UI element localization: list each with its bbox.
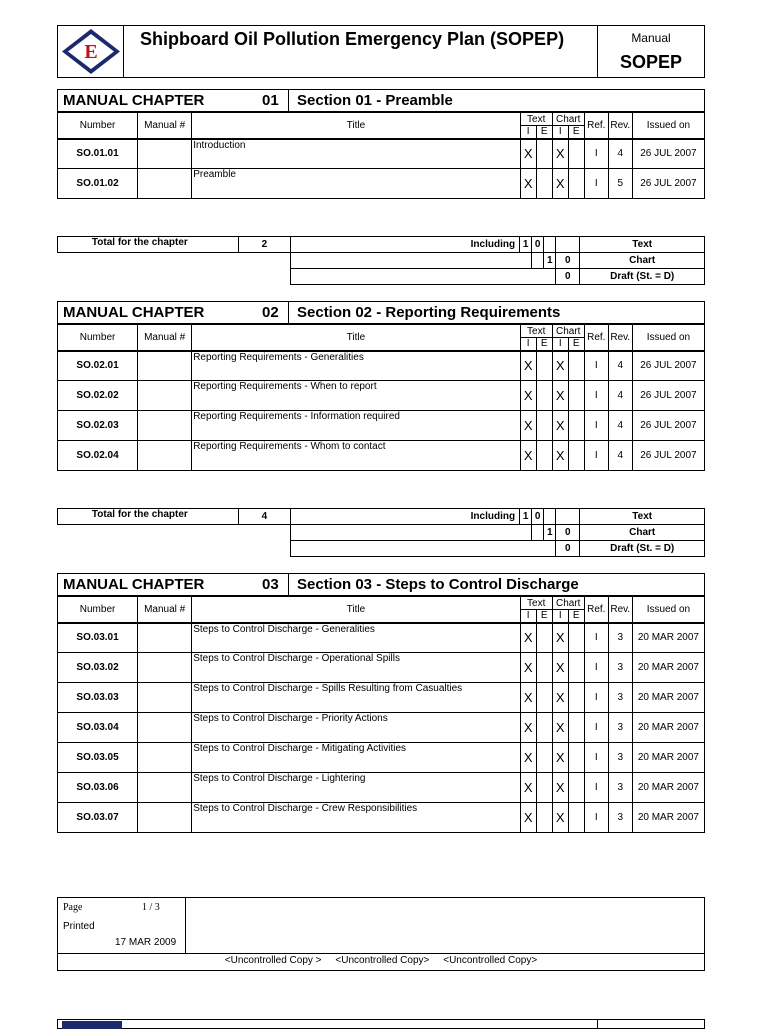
col-number-header: Number: [58, 325, 138, 351]
total-spacer: [556, 509, 580, 525]
row-ref: I: [584, 411, 608, 441]
table-row: [58, 713, 705, 743]
row-text-e: [536, 623, 552, 653]
col-chart-header: Chart: [552, 325, 584, 338]
col-chart-header: Chart: [552, 113, 584, 126]
row-chart-e: [568, 351, 584, 381]
row-text-e: [536, 351, 552, 381]
chapter-label: MANUAL CHAPTER: [63, 304, 205, 321]
chapter-table: [57, 324, 705, 471]
row-ref: I: [584, 441, 608, 471]
row-number: SO.03.02: [58, 653, 138, 683]
page-label: Page: [63, 902, 83, 913]
row-title: Steps to Control Discharge - Spills Resulting from Casualties: [192, 683, 520, 713]
col-chart-i-header: I: [552, 338, 568, 351]
table-row: [58, 381, 705, 411]
row-text-e: [536, 441, 552, 471]
document-header: [57, 25, 705, 78]
totals-blank: [58, 253, 291, 285]
chapter-separator: [288, 302, 289, 323]
next-page-header-edge: [57, 1019, 705, 1029]
col-issued-header: Issued on: [632, 597, 704, 623]
table-row: [58, 169, 705, 199]
col-text-i-header: I: [520, 610, 536, 623]
row-issued: 20 MAR 2007: [632, 803, 704, 833]
chapter-number: 02: [262, 304, 279, 321]
row-text-e: [536, 683, 552, 713]
col-issued-header: Issued on: [632, 325, 704, 351]
row-title: Steps to Control Discharge - Mitigating Activities: [192, 743, 520, 773]
row-title: Steps to Control Discharge - Generalities: [192, 623, 520, 653]
row-text-i: X: [520, 381, 536, 411]
total-count: 4: [238, 509, 290, 525]
chapter-table: [57, 112, 705, 199]
col-manual-header: Manual #: [138, 325, 192, 351]
row-manual: [138, 683, 192, 713]
row-manual: [138, 411, 192, 441]
row-issued: 26 JUL 2007: [632, 381, 704, 411]
row-ref: I: [584, 653, 608, 683]
section-title: Section 03 - Steps to Control Discharge: [297, 576, 579, 593]
row-text-i: X: [520, 743, 536, 773]
col-text-e-header: E: [536, 126, 552, 139]
row-number: SO.01.01: [58, 139, 138, 169]
row-chart-i: X: [552, 683, 568, 713]
row-number: SO.02.02: [58, 381, 138, 411]
col-number-header: Number: [58, 113, 138, 139]
row-ref: I: [584, 683, 608, 713]
table-row: [58, 411, 705, 441]
table-row: [58, 653, 705, 683]
page-number: 1 / 3: [142, 902, 160, 913]
section-title: Section 01 - Preamble: [297, 92, 453, 109]
total-label: Total for the chapter: [58, 509, 239, 525]
col-manual-header: Manual #: [138, 597, 192, 623]
row-text-i: X: [520, 441, 536, 471]
row-chart-e: [568, 169, 584, 199]
row-issued: 20 MAR 2007: [632, 683, 704, 713]
row-text-i: X: [520, 139, 536, 169]
logo-letter: E: [84, 41, 98, 63]
col-number-header: Number: [58, 597, 138, 623]
total-chart-i: 1: [544, 525, 556, 541]
row-manual: [138, 743, 192, 773]
row-chart-e: [568, 441, 584, 471]
chapter-separator: [288, 90, 289, 111]
col-text-e-header: E: [536, 338, 552, 351]
page-footer: [57, 897, 705, 971]
total-text-e: 0: [532, 509, 544, 525]
row-manual: [138, 441, 192, 471]
printed-label: Printed: [63, 921, 95, 932]
row-ref: I: [584, 381, 608, 411]
row-number: SO.02.03: [58, 411, 138, 441]
row-issued: 20 MAR 2007: [632, 623, 704, 653]
total-draft: 0: [556, 541, 580, 557]
row-text-i: X: [520, 411, 536, 441]
row-chart-i: X: [552, 803, 568, 833]
row-chart-i: X: [552, 743, 568, 773]
totals-blank: [532, 525, 544, 541]
row-issued: 26 JUL 2007: [632, 351, 704, 381]
total-draft-label: Draft (St. = D): [580, 269, 705, 285]
row-chart-e: [568, 653, 584, 683]
uncontrolled-copy-notice: <Uncontrolled Copy > <Uncontrolled Copy> <Uncontrolled Copy>: [224, 955, 538, 966]
row-text-e: [536, 381, 552, 411]
total-chart-i: 1: [544, 253, 556, 269]
row-ref: I: [584, 139, 608, 169]
row-manual: [138, 713, 192, 743]
col-text-i-header: I: [520, 338, 536, 351]
section-title: Section 02 - Reporting Requirements: [297, 304, 561, 321]
row-text-e: [536, 139, 552, 169]
col-text-e-header: E: [536, 610, 552, 623]
total-spacer: [544, 509, 556, 525]
row-issued: 26 JUL 2007: [632, 139, 704, 169]
col-manual-header: Manual #: [138, 113, 192, 139]
manual-label: Manual: [631, 31, 671, 45]
total-spacer: [556, 237, 580, 253]
chapter-label: MANUAL CHAPTER: [63, 92, 205, 109]
row-manual: [138, 653, 192, 683]
row-manual: [138, 803, 192, 833]
row-chart-i: X: [552, 653, 568, 683]
row-number: SO.01.02: [58, 169, 138, 199]
table-row: [58, 623, 705, 653]
row-chart-i: X: [552, 411, 568, 441]
row-rev: 3: [608, 713, 632, 743]
row-number: SO.02.01: [58, 351, 138, 381]
row-rev: 4: [608, 139, 632, 169]
row-number: SO.03.01: [58, 623, 138, 653]
row-ref: I: [584, 351, 608, 381]
col-chart-header: Chart: [552, 597, 584, 610]
next-page-logo-edge: [62, 1021, 122, 1029]
footer-divider: [58, 953, 704, 954]
chapter-table: [57, 596, 705, 833]
row-issued: 26 JUL 2007: [632, 441, 704, 471]
col-rev-header: Rev.: [608, 325, 632, 351]
row-manual: [138, 773, 192, 803]
col-chart-e-header: E: [568, 126, 584, 139]
row-chart-e: [568, 803, 584, 833]
col-ref-header: Ref.: [584, 113, 608, 139]
col-text-i-header: I: [520, 126, 536, 139]
row-text-i: X: [520, 623, 536, 653]
col-ref-header: Ref.: [584, 325, 608, 351]
chapter-header: [57, 573, 705, 596]
row-rev: 4: [608, 381, 632, 411]
row-title: Steps to Control Discharge - Lightering: [192, 773, 520, 803]
chapter-header: [57, 89, 705, 112]
row-ref: I: [584, 803, 608, 833]
col-title-header: Title: [192, 597, 520, 623]
col-chart-i-header: I: [552, 126, 568, 139]
row-issued: 20 MAR 2007: [632, 743, 704, 773]
row-number: SO.02.04: [58, 441, 138, 471]
row-chart-e: [568, 411, 584, 441]
row-ref: I: [584, 743, 608, 773]
row-rev: 3: [608, 803, 632, 833]
chapter-number: 01: [262, 92, 279, 109]
row-manual: [138, 169, 192, 199]
row-title: Reporting Requirements - When to report: [192, 381, 520, 411]
col-chart-e-header: E: [568, 338, 584, 351]
row-title: Reporting Requirements - Whom to contact: [192, 441, 520, 471]
row-manual: [138, 139, 192, 169]
row-text-i: X: [520, 683, 536, 713]
total-text-i: 1: [520, 237, 532, 253]
totals-blank: [291, 541, 556, 557]
col-issued-header: Issued on: [632, 113, 704, 139]
table-row: [58, 803, 705, 833]
row-issued: 20 MAR 2007: [632, 773, 704, 803]
total-text-label: Text: [580, 237, 705, 253]
table-row: [58, 743, 705, 773]
row-chart-e: [568, 773, 584, 803]
row-issued: 26 JUL 2007: [632, 411, 704, 441]
totals-blank: [291, 253, 532, 269]
row-chart-i: X: [552, 139, 568, 169]
including-label: Including: [291, 237, 520, 253]
row-text-e: [536, 169, 552, 199]
row-rev: 4: [608, 351, 632, 381]
manual-code-box: [597, 26, 705, 77]
row-title: Introduction: [192, 139, 520, 169]
totals-blank: [291, 525, 532, 541]
col-text-header: Text: [520, 113, 552, 126]
row-ref: I: [584, 713, 608, 743]
total-chart-label: Chart: [580, 525, 705, 541]
row-rev: 5: [608, 169, 632, 199]
table-row: [58, 683, 705, 713]
row-chart-i: X: [552, 441, 568, 471]
row-title: Reporting Requirements - Information required: [192, 411, 520, 441]
row-rev: 4: [608, 411, 632, 441]
row-chart-i: X: [552, 713, 568, 743]
total-draft-label: Draft (St. = D): [580, 541, 705, 557]
row-manual: [138, 623, 192, 653]
row-chart-i: X: [552, 381, 568, 411]
row-rev: 3: [608, 743, 632, 773]
row-number: SO.03.05: [58, 743, 138, 773]
totals-blank: [291, 269, 556, 285]
row-rev: 4: [608, 441, 632, 471]
table-row: [58, 773, 705, 803]
totals-blank: [58, 525, 291, 557]
manual-code: SOPEP: [619, 52, 683, 72]
col-text-header: Text: [520, 325, 552, 338]
row-chart-e: [568, 381, 584, 411]
total-chart-e: 0: [556, 525, 580, 541]
total-chart-e: 0: [556, 253, 580, 269]
table-row: [58, 441, 705, 471]
total-spacer: [544, 237, 556, 253]
row-text-i: X: [520, 169, 536, 199]
row-number: SO.03.06: [58, 773, 138, 803]
row-text-e: [536, 713, 552, 743]
row-text-e: [536, 773, 552, 803]
chapter-separator: [288, 574, 289, 595]
row-issued: 20 MAR 2007: [632, 653, 704, 683]
row-manual: [138, 381, 192, 411]
row-rev: 3: [608, 683, 632, 713]
row-title: Steps to Control Discharge - Crew Responsibilities: [192, 803, 520, 833]
row-text-i: X: [520, 713, 536, 743]
row-text-i: X: [520, 773, 536, 803]
row-number: SO.03.04: [58, 713, 138, 743]
row-chart-e: [568, 743, 584, 773]
row-text-e: [536, 653, 552, 683]
row-text-e: [536, 411, 552, 441]
col-title-header: Title: [192, 113, 520, 139]
row-issued: 20 MAR 2007: [632, 713, 704, 743]
row-title: Preamble: [192, 169, 520, 199]
totals-blank: [532, 253, 544, 269]
total-text-label: Text: [580, 509, 705, 525]
row-chart-i: X: [552, 773, 568, 803]
row-text-i: X: [520, 803, 536, 833]
row-ref: I: [584, 773, 608, 803]
row-text-i: X: [520, 351, 536, 381]
col-chart-e-header: E: [568, 610, 584, 623]
row-chart-e: [568, 713, 584, 743]
table-row: [58, 351, 705, 381]
col-text-header: Text: [520, 597, 552, 610]
col-ref-header: Ref.: [584, 597, 608, 623]
row-manual: [138, 351, 192, 381]
row-chart-i: X: [552, 169, 568, 199]
total-count: 2: [238, 237, 290, 253]
chapter-totals: [57, 508, 705, 557]
col-rev-header: Rev.: [608, 113, 632, 139]
row-chart-e: [568, 623, 584, 653]
col-rev-header: Rev.: [608, 597, 632, 623]
row-chart-i: X: [552, 351, 568, 381]
total-text-i: 1: [520, 509, 532, 525]
row-text-e: [536, 803, 552, 833]
total-label: Total for the chapter: [58, 237, 239, 253]
row-text-e: [536, 743, 552, 773]
row-number: SO.03.03: [58, 683, 138, 713]
next-page-manual-box-edge: [597, 1020, 598, 1029]
row-title: Steps to Control Discharge - Operational Spills: [192, 653, 520, 683]
logo: [58, 26, 124, 77]
row-rev: 3: [608, 773, 632, 803]
row-ref: I: [584, 169, 608, 199]
including-label: Including: [291, 509, 520, 525]
col-chart-i-header: I: [552, 610, 568, 623]
col-title-header: Title: [192, 325, 520, 351]
row-title: Reporting Requirements - Generalities: [192, 351, 520, 381]
company-logo-icon: [58, 26, 124, 77]
chapter-totals: [57, 236, 705, 285]
total-chart-label: Chart: [580, 253, 705, 269]
row-text-i: X: [520, 653, 536, 683]
row-rev: 3: [608, 623, 632, 653]
row-chart-e: [568, 683, 584, 713]
row-chart-i: X: [552, 623, 568, 653]
row-rev: 3: [608, 653, 632, 683]
chapter-number: 03: [262, 576, 279, 593]
footer-left-box: [58, 898, 186, 953]
chapter-label: MANUAL CHAPTER: [63, 576, 205, 593]
total-text-e: 0: [532, 237, 544, 253]
row-issued: 26 JUL 2007: [632, 169, 704, 199]
row-chart-e: [568, 139, 584, 169]
document-title: Shipboard Oil Pollution Emergency Plan (SOPEP): [140, 29, 565, 49]
total-draft: 0: [556, 269, 580, 285]
chapter-header: [57, 301, 705, 324]
printed-date: 17 MAR 2009: [115, 937, 177, 948]
row-title: Steps to Control Discharge - Priority Actions: [192, 713, 520, 743]
table-row: [58, 139, 705, 169]
row-ref: I: [584, 623, 608, 653]
row-number: SO.03.07: [58, 803, 138, 833]
